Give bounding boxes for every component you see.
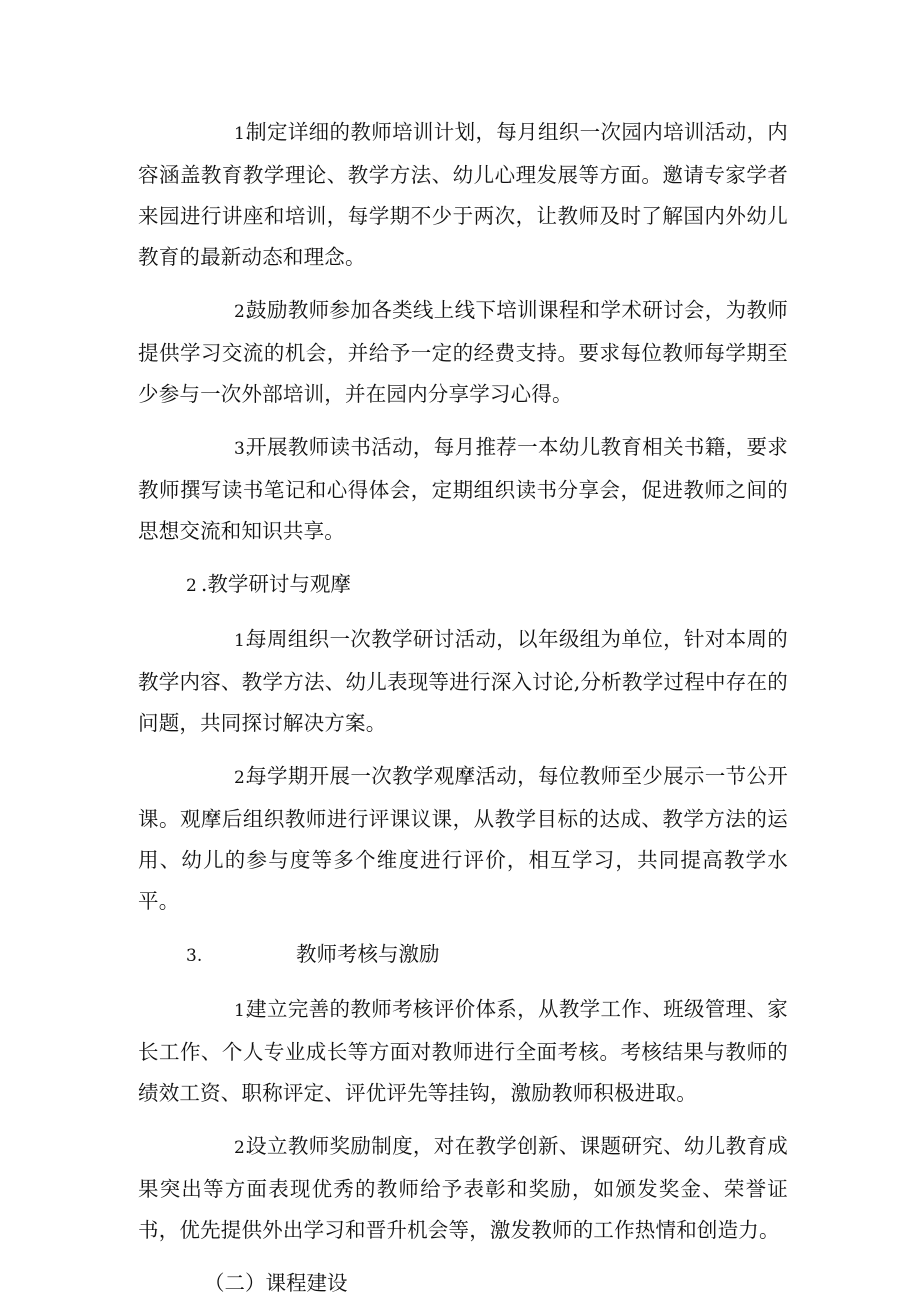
heading-number: 2 [186, 576, 197, 596]
list-number: 2. [234, 1138, 251, 1158]
section-heading-3 [138, 934, 788, 977]
list-number: 1. [234, 1001, 251, 1021]
heading-number: 3. [186, 946, 203, 966]
list-number: 1. [234, 631, 251, 651]
section-heading-2 [138, 564, 788, 607]
paragraph-text: 鼓励教师参加各类线上线下培训课程和学术研讨会，为教师提供学习交流的机会，并给予一定的经费支持。要求每位教师每学期至少参与一次外部培训，并在园内分享学习心得。 [138, 298, 788, 406]
list-number: 1. [234, 124, 251, 144]
paragraph-text: 建立完善的教师考核评价体系，从教学工作、班级管理、家长工作、个人专业成长等方面对教师进行全面考核。考核结果与教师的绩效工资、职称评定、评优评先等挂钩，激励教师积极进取。 [138, 997, 788, 1105]
heading-text: 教师考核与激励 [296, 942, 440, 966]
paragraph-1-2 [138, 290, 788, 415]
paragraph-1-1 [138, 112, 788, 278]
paragraph-1-3 [138, 427, 788, 552]
list-number: 2. [234, 768, 251, 788]
paragraph-3-2 [138, 1126, 788, 1251]
section-heading-curriculum: （二）课程建设 [204, 1271, 348, 1295]
list-number: 3. [234, 439, 251, 459]
paragraph-text: 每学期开展一次教学观摩活动，每位教师至少展示一节公开课。观摩后组织教师进行评课议课，从教学目标的达成、教学方法的运用、幼儿的参与度等多个维度进行评价，相互学习，共同提高教学水平。 [138, 764, 788, 913]
list-number: 2. [234, 302, 251, 322]
document-body [138, 112, 788, 1304]
paragraph-2-2 [138, 756, 788, 922]
heading-text: .教学研讨与观摩 [200, 572, 351, 596]
paragraph-text: 设立教师奖励制度，对在教学创新、课题研究、幼儿教育成果突出等方面表现优秀的教师给予表彰和奖励，如颁发奖金、荣誉证书，优先提供外出学习和晋升机会等，激发教师的工作热情和创造力。 [138, 1134, 788, 1242]
paragraph-text: 每周组织一次教学研讨活动，以年级组为单位，针对本周的教学内容、教学方法、幼儿表现等进行深入讨论,分析教学过程中存在的问题，共同探讨解决方案。 [138, 627, 788, 735]
paragraph-text: 制定详细的教师培训计划，每月组织一次园内培训活动，内容涵盖教育教学理论、教学方法、幼儿心理发展等方面。邀请专家学者来园进行讲座和培训，每学期不少于两次，让教师及时了解国内外幼儿教育的最新动态和理念。 [138, 120, 788, 269]
paragraph-3-1 [138, 989, 788, 1114]
paragraph-2-1 [138, 619, 788, 744]
paragraph-text: 开展教师读书活动，每月推荐一本幼儿教育相关书籍，要求教师撰写读书笔记和心得体会，定期组织读书分享会，促进教师之间的思想交流和知识共享。 [138, 435, 788, 543]
